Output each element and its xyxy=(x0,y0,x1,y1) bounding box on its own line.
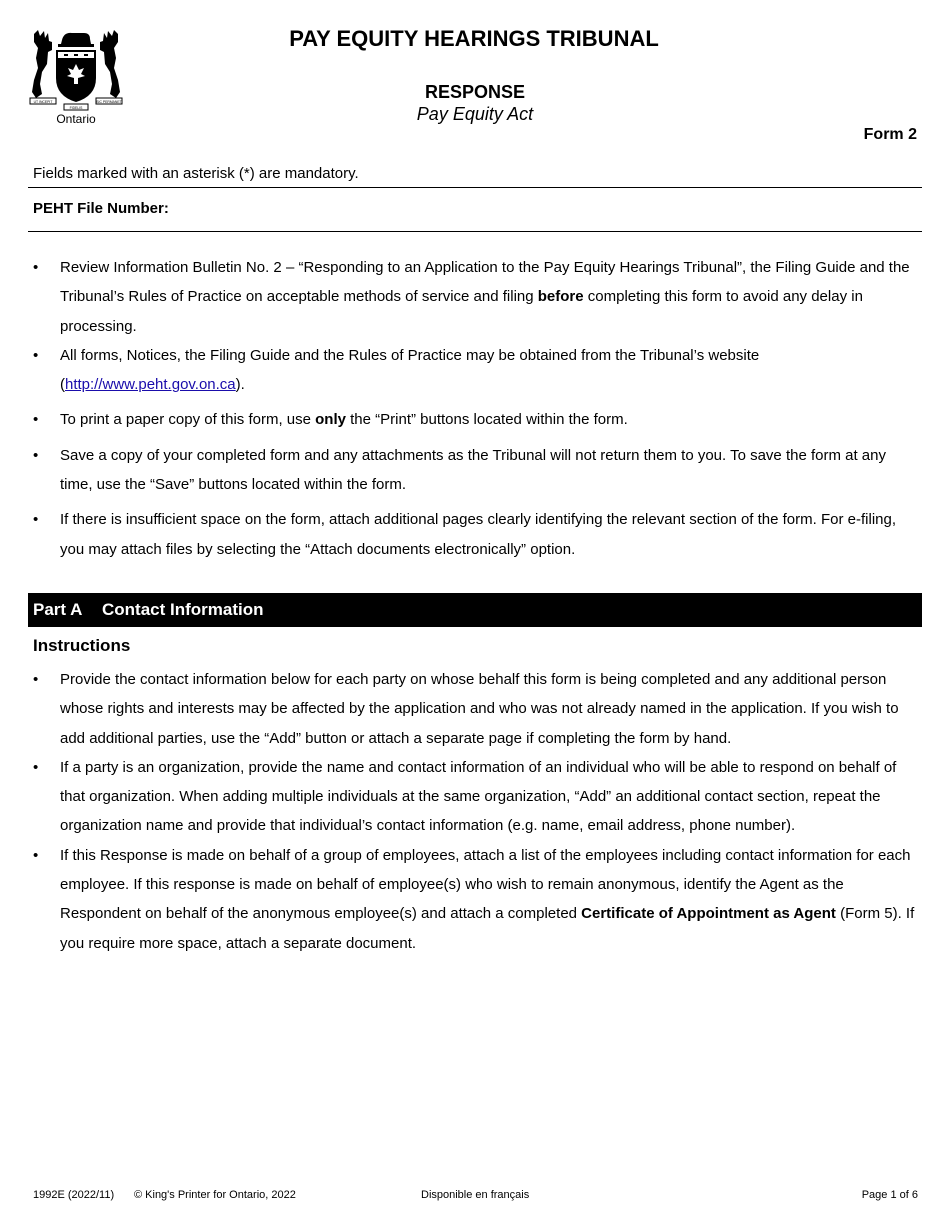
intro-bullet: • If there is insufficient space on the form, attach additional pages clearly identifying the relevant section of the form. For e-filing, you may attach files by selecting the “Attach documents electronically” option. xyxy=(33,505,919,564)
intro-bullet: • Save a copy of your completed form and any attachments as the Tribunal will not return them to you. To save the form at any time, use the “Save” buttons located within the form. xyxy=(33,441,919,500)
part-a-header xyxy=(28,593,922,627)
logo-motto-left: UT INCEPIT xyxy=(33,100,53,104)
divider xyxy=(28,231,922,232)
logo-motto-right: SIC PERMANET xyxy=(96,100,122,104)
instruction-bullet: • If a party is an organization, provide the name and contact information of an individual who will be able to respond on behalf of that organization. When adding multiple individuals at the same organization, “Add” an additional contact section, repeat the organization name and provide that individual’s contact information (e.g. name, email address, phone number). xyxy=(33,753,919,841)
page-title: PAY EQUITY HEARINGS TRIBUNAL xyxy=(289,26,659,51)
instructions-bullet-list xyxy=(33,665,919,958)
instruction-bullet: • Provide the contact information below for each party on whose behalf this form is being completed and any additional person whose rights and interests may be affected by the application and who was not already named in the application. If you wish to add additional parties, use the “Add” button or attach a separate page if completing the form by hand. xyxy=(33,665,919,753)
intro-bullet: • Review Information Bulletin No. 2 – “Responding to an Application to the Pay Equity Hearings Tribunal”, the Filing Guide and the Tribunal’s Rules of Practice on acceptable methods of service and filing before completing this form to avoid any delay in processing. xyxy=(33,253,919,341)
intro-bullet: • To print a paper copy of this form, use only the “Print” buttons located within the form. xyxy=(33,405,919,434)
divider xyxy=(28,187,922,188)
act-name: Pay Equity Act xyxy=(416,104,534,124)
footer-form-code: 1992E (2022/11) xyxy=(33,1189,115,1201)
footer-copyright: © King's Printer for Ontario, 2022 xyxy=(134,1189,296,1201)
intro-bullet: • All forms, Notices, the Filing Guide and the Rules of Practice may be obtained from the Tribunal’s website (http://www.peht.gov.on.ca). xyxy=(33,341,919,400)
form-subtitle: RESPONSE xyxy=(424,82,526,102)
footer-french-link: Disponible en français xyxy=(421,1189,530,1201)
file-number-label: PEHT File Number: xyxy=(33,200,169,217)
instruction-bullet: • If this Response is made on behalf of a group of employees, attach a list of the employees including contact information for each employee. If this response is made on behalf of employee(s) who wish to remain anonymous, identify the Agent as the Respondent on behalf of the anonymous employee(s) and attach a completed Certificate of Appointment as Agent (Form 5). If you require more space, attach a separate document. xyxy=(33,841,919,958)
part-label: Part A xyxy=(33,600,83,619)
tribunal-website-link[interactable]: http://www.peht.gov.on.ca xyxy=(65,376,236,394)
part-title: Contact Information xyxy=(102,600,264,619)
instructions-heading: Instructions xyxy=(33,636,131,655)
mandatory-notice: Fields marked with an asterisk (*) are mandatory. xyxy=(33,165,359,182)
intro-bullet-list xyxy=(33,253,919,564)
logo-motto-center: FIDELIS xyxy=(69,106,83,110)
form-number: Form 2 xyxy=(863,126,917,143)
footer-page-number: Page 1 of 6 xyxy=(861,1189,918,1201)
logo-caption: Ontario xyxy=(56,112,96,126)
